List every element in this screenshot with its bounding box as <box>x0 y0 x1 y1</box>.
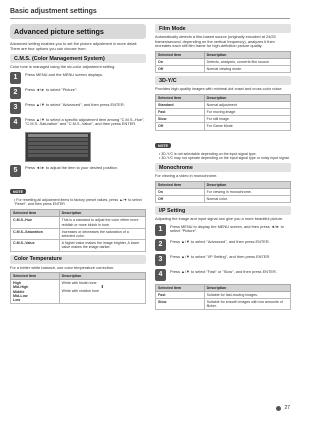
notes-label: NOTE <box>10 189 26 194</box>
cms-step <box>10 87 146 99</box>
table-row <box>156 298 291 309</box>
step-text: Press ▲/▼ to select "Advanced", and then press ENTER. <box>170 238 270 244</box>
table-cell: Detects, analyzes, converts film source. <box>204 58 290 65</box>
table-header: Selected item <box>156 51 205 58</box>
table-cell: For Game Mode <box>204 123 290 130</box>
color-temp-title: Color Temperature <box>10 255 146 264</box>
table-cell: Suitable for fast-moving images. <box>204 291 290 298</box>
table-row <box>11 228 146 239</box>
header-divider <box>10 18 290 19</box>
table-cell: Off <box>156 195 205 202</box>
table-header: Selected item <box>156 94 205 101</box>
film-mode-table <box>155 51 291 73</box>
table-cell: For still image <box>204 116 290 123</box>
cms-step <box>10 102 146 114</box>
color-temp-low: Low <box>13 298 21 302</box>
table-header: Description <box>204 51 290 58</box>
table-row <box>156 291 291 298</box>
yc-intro: Provides high quality images with minimal dot crawl and cross color noise. <box>155 86 283 92</box>
yc-table <box>155 94 291 131</box>
table-row <box>11 240 146 251</box>
step-text: Press ▲/▼ to select "Advanced", and then press ENTER. <box>25 101 125 107</box>
monochrome-title: Monochrome <box>155 163 291 172</box>
page-number <box>276 405 290 411</box>
table-row <box>156 123 291 130</box>
step-number: 4 <box>155 269 166 281</box>
table-cell <box>11 280 60 304</box>
menu-screenshot <box>25 132 91 162</box>
table-cell: A higher value makes the image brighter. A lower value makes the image darker. <box>59 240 145 251</box>
table-cell: C.M.S.-Saturation <box>11 228 60 239</box>
osd-row <box>28 142 88 145</box>
advanced-intro: Advanced setting enables you to set the picture adjustment in more detail. There are four options you can choose from. <box>10 41 138 51</box>
ip-step <box>155 254 291 266</box>
step-text: Press MENU to display the MENU screen, and then press ◄/► to select "Picture". <box>170 223 284 234</box>
osd-row <box>28 150 88 153</box>
ip-step <box>155 224 291 236</box>
cms-step <box>10 165 146 177</box>
step-number: 1 <box>10 72 21 84</box>
yc-title: 3D-Y/C <box>155 76 291 85</box>
table-row <box>156 101 291 108</box>
cms-step <box>10 72 146 84</box>
table-cell: On <box>156 58 205 65</box>
step-number: 2 <box>155 239 166 251</box>
page-number-text: 27 <box>284 405 290 411</box>
table-cell: For viewing in monochrome. <box>204 188 290 195</box>
table-header: Description <box>204 94 290 101</box>
cms-intro: Color tone is managed using the six-color adjustment setting. <box>10 64 116 70</box>
step-text: Press ▲/▼ to select a specific adjustment item among "C.M.S.-Hue", "C.M.S.-Saturation" and "C.M.S.-Value", and then press ENTER. <box>25 116 145 127</box>
step-number: 5 <box>10 165 21 177</box>
table-cell: Off <box>156 123 205 130</box>
ip-setting-title: I/P Setting <box>155 206 291 215</box>
table-cell: Normal color. <box>204 195 290 202</box>
osd-row <box>28 138 88 141</box>
ip-step <box>155 239 291 251</box>
monochrome-table <box>155 181 291 203</box>
table-cell: C.M.S.-Value <box>11 240 60 251</box>
ip-setting-intro: Adjusting the image and input signal can give you a more beautiful picture. <box>155 216 284 222</box>
table-row <box>156 188 291 195</box>
table-header: Description <box>204 181 290 188</box>
page-marker-icon <box>276 406 281 411</box>
note-body: 3D-Y/C is not selectable depending on the input signal type. <box>161 151 257 156</box>
step-text: Press ◄/► to adjust the item to your desired position. <box>25 164 118 170</box>
table-row <box>156 65 291 72</box>
color-temp-middle: Middle <box>13 289 25 294</box>
step-text: Press ▲/▼ to select "I/P Setting", and then press ENTER. <box>170 253 271 259</box>
cms-step <box>10 117 146 129</box>
color-temp-intro: For a better white balance, use color temperature correction. <box>10 264 115 270</box>
table-header: Selected item <box>11 273 60 280</box>
notes-label: NOTE <box>155 143 171 148</box>
color-temp-high: High <box>13 281 21 286</box>
note-text: • 3D-Y/C is not selectable depending on the input signal type. <box>159 151 257 156</box>
step-text: Press ▲/▼ to select "Fast" or "Slow", and then press ENTER. <box>170 268 277 274</box>
table-header: Description <box>59 210 145 217</box>
table-header: Description <box>204 284 290 291</box>
note-body: For resetting all adjustment items to factory preset values, press ▲/▼ to select "Reset", and then press ENTER. <box>14 197 142 207</box>
table-header: Selected item <box>156 181 205 188</box>
step-number: 1 <box>155 224 166 236</box>
table-header: Description <box>59 273 145 280</box>
table-row <box>11 280 146 304</box>
color-temp-mid-low: Mid-Low <box>13 293 28 298</box>
table-cell: For moving image <box>204 108 290 115</box>
table-cell: Normal adjustment <box>204 101 290 108</box>
table-cell: C.M.S.-Hue <box>11 217 60 228</box>
cms-title: C.M.S. (Color Management System) <box>10 54 146 63</box>
color-temp-table <box>10 272 146 304</box>
monochrome-intro: For viewing a video in monochrome. <box>155 173 218 179</box>
table-row <box>156 58 291 65</box>
step-number: 3 <box>10 102 21 114</box>
table-cell: Increases or decreases the saturation of a selected color. <box>59 228 145 239</box>
note-text: • 3D-Y/C may not operate depending on the input signal type or noisy input signal. <box>159 155 290 160</box>
step-text: Press MENU and the MENU screen displays. <box>25 71 104 77</box>
table-cell: This is a standard to adjust the color either more reddish or more bluish in tone. <box>59 217 145 228</box>
step-number: 2 <box>10 87 21 99</box>
table-cell: On <box>156 188 205 195</box>
table-cell: Fast <box>156 108 205 115</box>
table-row <box>11 217 146 228</box>
film-mode-title: Film Mode <box>155 24 291 33</box>
ip-step <box>155 269 291 281</box>
table-cell <box>59 280 145 304</box>
table-row <box>156 108 291 115</box>
table-cell: Off <box>156 65 205 72</box>
osd-row <box>28 146 88 149</box>
osd-row <box>28 134 88 137</box>
step-text: Press ◄/► to select "Picture". <box>25 86 78 92</box>
osd-row <box>28 154 88 157</box>
table-cell: Slow <box>156 116 205 123</box>
table-header: Selected item <box>156 284 205 291</box>
note-text: • For resetting all adjustment items to factory preset values, press ▲/▼ to select "Reset", and then press ENTER. <box>14 197 142 207</box>
note-body: 3D-Y/C may not operate depending on the input signal type or noisy input signal. <box>161 155 290 160</box>
table-cell: Standard <box>156 101 205 108</box>
page-header: Basic adjustment settings <box>10 8 97 15</box>
left-column <box>10 24 146 307</box>
table-row <box>156 195 291 202</box>
table-header: Selected item <box>11 210 60 217</box>
table-row <box>156 116 291 123</box>
color-temp-mid-high: Mid-High <box>13 285 29 290</box>
step-number: 4 <box>10 117 21 129</box>
advanced-picture-settings-title: Advanced picture settings <box>10 24 146 39</box>
right-column <box>155 24 291 313</box>
color-temp-low-desc: White with reddish tone <box>61 289 99 294</box>
color-temp-high-desc: White with bluish tone <box>61 281 97 286</box>
table-cell: Normal viewing mode. <box>204 65 290 72</box>
table-cell: Fast <box>156 291 205 298</box>
film-mode-intro: Automatically detects a film-based source (originally encoded at 24/25 frames/second, depending on the vertical frequency), analyzes it then recreates each still film frame for high-definition picture quality. <box>155 34 276 49</box>
step-number: 3 <box>155 254 166 266</box>
table-cell: Slow <box>156 298 205 309</box>
cms-table <box>10 209 146 251</box>
ip-table <box>155 284 291 311</box>
arrow-updown-icon: ⬍ <box>100 284 104 290</box>
table-cell: Suitable for smooth images with low amounts of flicker. <box>204 298 290 309</box>
